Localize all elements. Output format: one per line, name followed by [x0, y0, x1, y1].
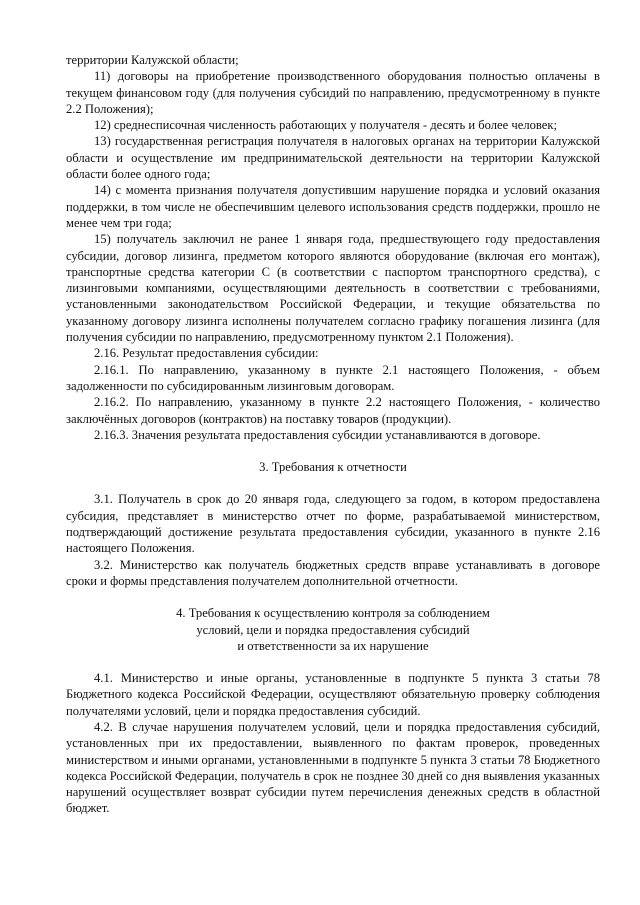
paragraph-2-16-1: 2.16.1. По направлению, указанному в пункте 2.1 настоящего Положения, - объем задолженности по субсидированным лизинговым договорам. [66, 362, 600, 393]
spacer [66, 475, 600, 491]
paragraph-2-16: 2.16. Результат предоставления субсидии: [94, 346, 319, 361]
section-3-heading: 3. Требования к отчетности [259, 460, 407, 475]
spacer [66, 589, 600, 605]
paragraph-item-11: 11) договоры на приобретение производственного оборудования полностью оплачены в текущем финансовом году (для получения субсидий по направлению, предусмотренному в пункте 2.2 Положения); [66, 69, 600, 116]
section-4-heading-line-3: и ответственности за их нарушение [237, 638, 429, 653]
paragraph-item-12: 12) среднесписочная численность работающих у получателя - десять и более человек; [94, 118, 557, 133]
section-4-heading [66, 605, 600, 654]
paragraph-4-2: 4.2. В случае нарушения получателем условий, цели и порядка предоставления субсидий, установленных при их предоставлении, выявленного по фактам проверок, проведенных министерством и иными органами, установленными в подпункте 5 пункта 3 статьи 78 Бюджетного кодекса Российской Федерации, получатель в срок не позднее 30 дней со дня выявления указанных нарушений осуществляет возврат субсидии путем перечисления денежных средств в областной бюджет. [66, 719, 600, 816]
section-4-heading-line-2: условий, цели и порядка предоставления субсидий [196, 622, 470, 637]
spacer [66, 443, 600, 459]
paragraph-2-16-3: 2.16.3. Значения результата предоставления субсидии устанавливаются в договоре. [94, 427, 541, 442]
paragraph-3-2: 3.2. Министерство как получатель бюджетных средств вправе устанавливать в договоре сроки и формы представления получателем дополнительной отчетности. [66, 557, 600, 588]
paragraph-item-15: 15) получатель заключил не ранее 1 января года, предшествующего году предоставления субсидии, договор лизинга, предметом которого являются оборудование (включая его монтаж), транспортные средства категории С (в соответствии с паспортом транспортного средства), с лизинговыми компаниями, осуществляющими деятельность в соответствии с требованиями, установленными законодательством Российской Федерации, и текущие обязательства по указанному договору лизинга исполнены получателем согласно графику погашения лизинга (для получения субсидии по направлению, предусмотренному пунктом 2.1 Положения). [66, 232, 600, 345]
paragraph-2-16-2: 2.16.2. По направлению, указанному в пункте 2.2 настоящего Положения, - количество заключённых договоров (контрактов) на поставку товаров (продукции). [66, 395, 600, 426]
paragraph-4-1: 4.1. Министерство и иные органы, установленные в подпункте 5 пункта 3 статьи 78 Бюджетного кодекса Российской Федерации, осуществляют обязательную проверку соблюдения получателями условий, цели и порядка предоставления субсидий. [66, 671, 600, 718]
section-4-heading-line-1: 4. Требования к осуществлению контроля за соблюдением [176, 606, 490, 621]
paragraph-item-13: 13) государственная регистрация получателя в налоговых органах на территории Калужской области и осуществление им предпринимательской деятельности на территории Калужской области более одного года; [66, 134, 600, 182]
paragraph-top-fragment: территории Калужской области; [66, 53, 239, 67]
paragraph-3-1: 3.1. Получатель в срок до 20 января года, следующего за годом, в котором предоставлена субсидия, представляет в министерство отчет по форме, разрабатываемой министерством, подтверждающий достижение результата предоставления субсидии, указанного в пункте 2.16 настоящего Положения. [66, 492, 600, 556]
paragraph-item-14: 14) с момента признания получателя допустившим нарушение порядка и условий оказания поддержки, в том числе не обеспечившим целевого использования средств поддержки, прошло не менее чем три года; [66, 183, 600, 230]
spacer [66, 654, 600, 670]
